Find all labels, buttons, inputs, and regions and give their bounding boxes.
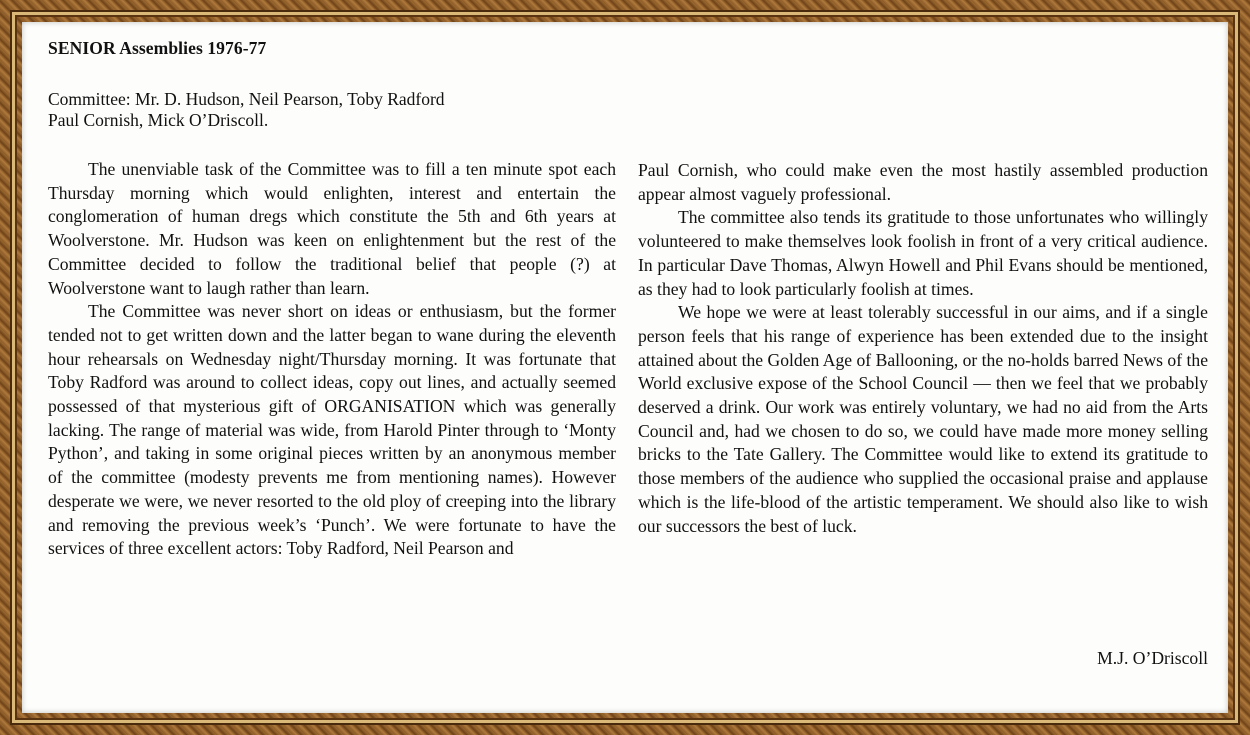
right-paragraph-2: The committee also tends its gratitude to those unfortunates who willingly volunteered to make themselves look foolish in front of a very critical audience. In particular Dave Thomas, Alwyn Howell and Phil Evans should be mentioned, as they had to look particularly foolish at times. — [638, 207, 1208, 299]
author-signature: M.J. O’Driscoll — [1097, 648, 1208, 668]
left-column — [48, 158, 616, 561]
right-column — [638, 159, 1208, 538]
right-paragraph-1: Paul Cornish, who could make even the most hastily assembled production appear almost vaguely professional. — [638, 160, 1208, 204]
document-title: SENIOR Assemblies 1976-77 — [48, 38, 267, 58]
committee-list — [48, 89, 648, 131]
right-paragraph-3: We hope we were at least tolerably successful in our aims, and if a single person feels that his range of experience has been extended due to the insight attained about the Golden Age of Ballooning, or the no-holds barred News of the World exclusive expose of the School Council — then we feel that we probably deserved a drink. Our work was entirely voluntary, we had no aid from the Arts Council and, had we chosen to do so, we could have made more money selling bricks to the Tate Gallery. The Committee would like to extend its gratitude to those members of the audience who supplied the occasional praise and applause which is the life-blood of the artistic temperament. We should also like to wish our successors the best of luck. — [638, 302, 1208, 536]
left-paragraph-1: The unenviable task of the Committee was to fill a ten minute spot each Thursday morning which would enlighten, interest and entertain the conglomeration of human dregs which constitute the 5th and 6th years at Woolverstone. Mr. Hudson was keen on enlightenment but the rest of the Committee decided to follow the traditional belief that people (?) at Woolverstone want to laugh rather than learn. — [48, 159, 616, 298]
left-paragraph-2: The Committee was never short on ideas or enthusiasm, but the former tended not to get written down and the latter began to wane during the eleventh hour rehearsals on Wednesday night/Thursday morning. It was fortunate that Toby Radford was around to collect ideas, copy out lines, and actually seemed possessed of that mysterious gift of ORGANISATION which was generally lacking. The range of material was wide, from Harold Pinter through to ‘Monty Python’, and taking in some original pieces written by an anonymous member of the committee (modesty prevents me from mentioning names). However desperate we were, we never resorted to the old ploy of creeping into the library and removing the previous week’s ‘Punch’. We were fortunate to have the services of three excellent actors: Toby Radford, Neil Pearson and — [48, 301, 616, 559]
committee-line-2: Paul Cornish, Mick O’Driscoll. — [48, 110, 269, 130]
document-page — [22, 22, 1228, 713]
committee-line-1: Committee: Mr. D. Hudson, Neil Pearson, Toby Radford — [48, 89, 445, 109]
